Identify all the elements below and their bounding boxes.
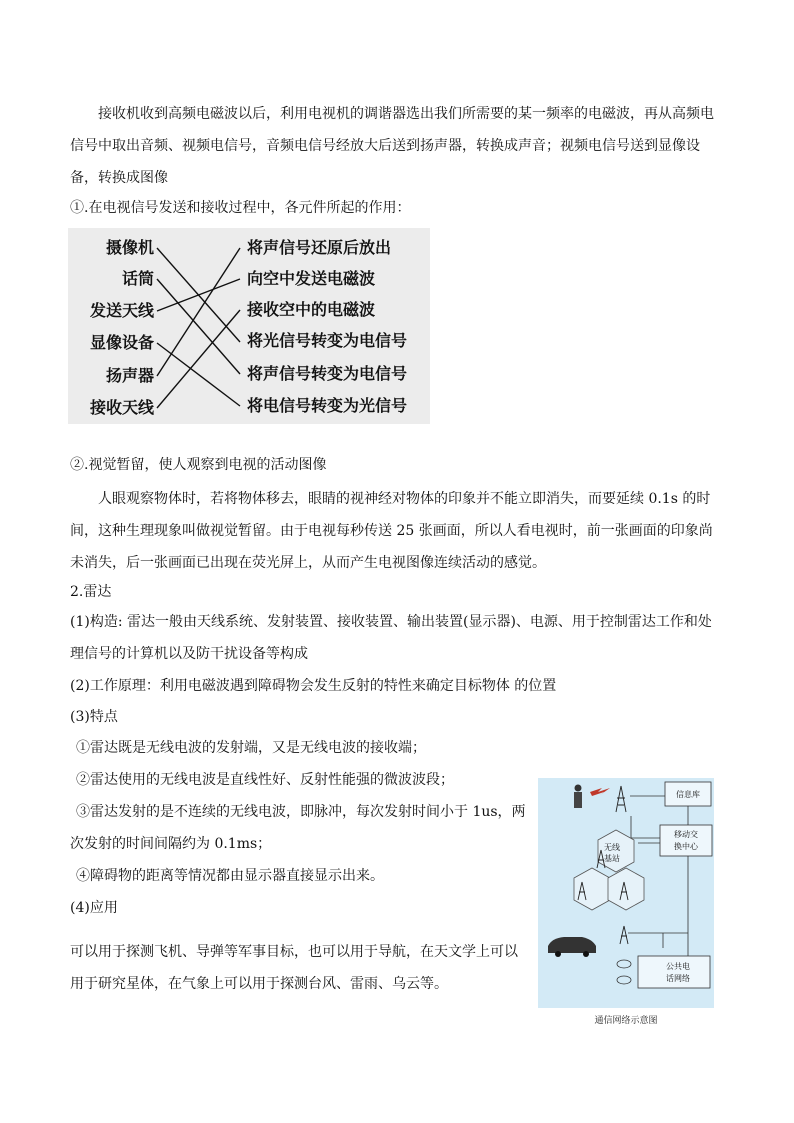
persistence-paragraph: 人眼观察物体时，若将物体移去，眼睛的视神经对物体的印象并不能立即消失，而要延续 0.1s 的时间，这种生理现象叫做视觉暂留。由于电视每秒传送 25 张画面，所以人看电视时，前一张画面的印象尚未消失，后一张画面已出现在荧光屏上，从而产生电视图像连续活动的感觉。	[70, 491, 713, 571]
network-diagram	[538, 778, 714, 1008]
radar-application-b: 用于研究星体，在气象上可以用于探测台风、雷雨、乌云等。	[70, 976, 448, 992]
public-net-label-1: 公共电	[666, 962, 690, 971]
left-item-microphone: 话筒	[121, 269, 154, 288]
right-item-4: 将光信号转变为电信号	[247, 331, 408, 350]
right-item-2: 向空中发送电磁波	[247, 269, 376, 288]
left-item-receive-antenna: 接收天线	[89, 398, 154, 417]
radar-feature-3a: ③雷达发射的是不连续的无线电波，即脉冲，每次发射时间小于 1us，两	[76, 804, 526, 820]
right-item-6: 将电信号转变为光信号	[247, 396, 408, 415]
radar-feature-3b: 次发射的时间间隔约为 0.1ms；	[70, 836, 272, 852]
public-net-box	[638, 956, 710, 988]
persistence-title: ②.视觉暂留，使人观察到电视的活动图像	[70, 457, 327, 473]
matching-lines	[157, 248, 240, 408]
left-item-transmit-antenna: 发送天线	[89, 301, 154, 320]
radar-feature-4: ④障碍物的距离等情况都由显示器直接显示出来。	[76, 868, 384, 884]
right-item-3: 接收空中的电磁波	[247, 300, 376, 319]
radar-title: 2.雷达	[70, 584, 112, 600]
right-item-1: 将声信号还原后放出	[247, 238, 392, 257]
radar-application-title: (4)应用	[70, 900, 118, 916]
right-item-5: 将声信号转变为电信号	[247, 364, 408, 383]
person-icon	[574, 785, 582, 809]
line-transmit	[157, 279, 240, 311]
line-display	[157, 343, 240, 406]
left-item-display: 显像设备	[89, 333, 154, 352]
radar-feature-2: ②雷达使用的无线电波是直线性好、反射性能强的微波波段；	[76, 772, 454, 788]
mobile-center-label-2: 换中心	[674, 842, 698, 851]
base-station-label-2: 基站	[604, 854, 620, 863]
left-item-camera: 摄像机	[105, 238, 154, 257]
radar-features-title: (3)特点	[70, 709, 118, 725]
base-station-label-1: 无线	[604, 843, 620, 852]
radar-feature-1: ①雷达既是无线电波的发射端，又是无线电波的接收端；	[76, 740, 426, 756]
public-net-label-2: 话网络	[666, 974, 690, 983]
radar-application-a: 可以用于探测飞机、导弹等军事目标，也可以用于导航，在天文学上可以	[70, 944, 518, 960]
info-db-label: 信息库	[676, 790, 700, 799]
radar-construction: (1)构造: 雷达一般由天线系统、发射装置、接收装置、输出装置(显示器)、电源、用于控制雷达工作和处理信号的计算机以及防干扰设备等构成	[70, 614, 712, 662]
left-item-speaker: 扬声器	[105, 366, 154, 385]
network-caption: 通信网络示意图	[594, 1016, 658, 1026]
item1-heading: ①.在电视信号发送和接收过程中，各元件所起的作用：	[70, 200, 411, 216]
mobile-center-label-1: 移动交	[674, 830, 698, 839]
radar-principle: (2)工作原理：利用电磁波遇到障碍物会发生反射的特性来确定目标物体 的位置	[70, 678, 557, 694]
matching-figure	[68, 228, 430, 424]
line-speaker	[157, 248, 240, 376]
intro-paragraph: 接收机收到高频电磁波以后，利用电视机的调谐器选出我们所需要的某一频率的电磁波，再从高频电信号中取出音频、视频电信号，音频电信号经放大后送到扬声器，转换成声音；视频电信号送到显像设备，转换成图像	[70, 106, 714, 186]
